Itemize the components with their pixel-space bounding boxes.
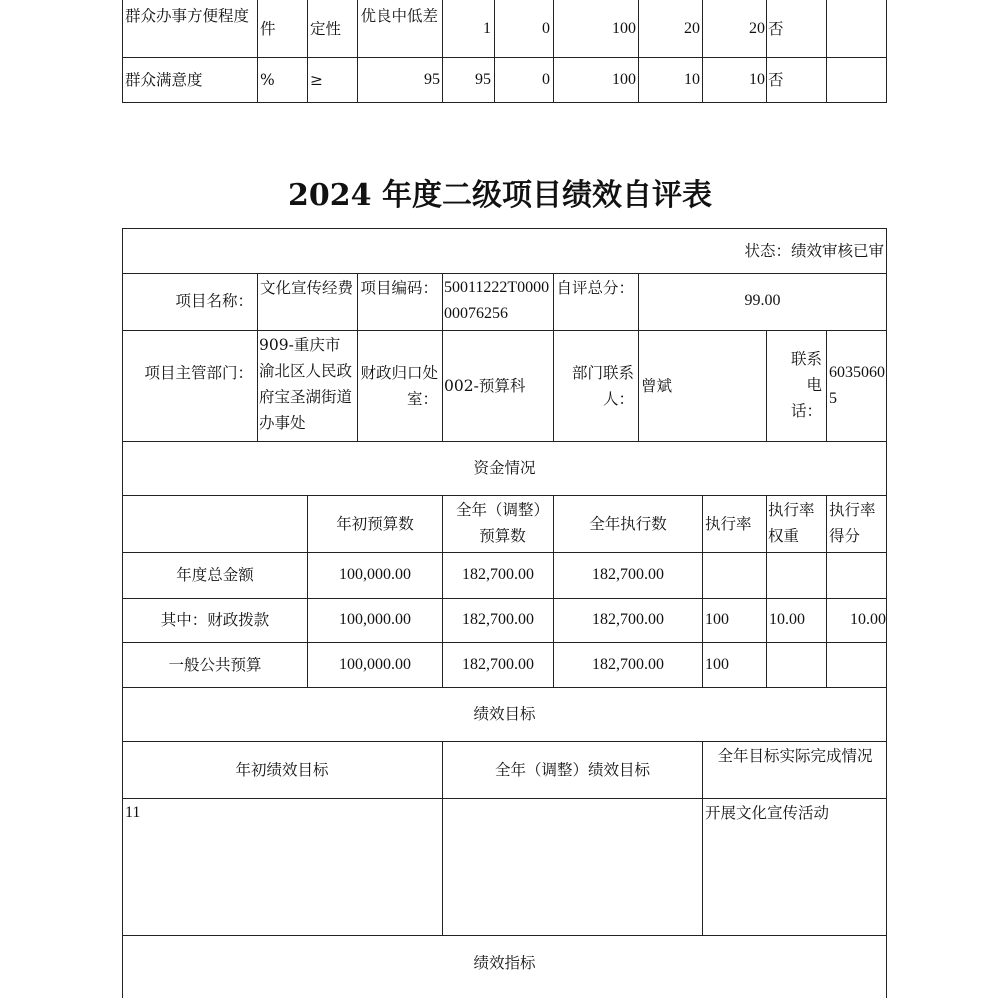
funds-row3-executed: 182,700.00: [592, 656, 664, 673]
funds-row2-rate: 100: [705, 611, 729, 628]
funds-row3-rate: 100: [705, 656, 729, 673]
goals-header-actual: 全年目标实际完成情况: [717, 747, 873, 765]
finance-label: 财政归口处室：: [360, 364, 438, 408]
top-row1-weight: 20: [684, 20, 700, 37]
funds-row1-adjusted: 182,700.00: [462, 566, 534, 583]
self-score-label: 自评总分：: [556, 279, 634, 297]
goals-initial-value: 11: [125, 804, 141, 821]
top-row2-unit: %: [260, 71, 275, 89]
top-row1-nature: 定性: [310, 20, 342, 38]
project-code-value: 50011222T000000076256: [444, 279, 550, 322]
funds-row2-initial: 100,000.00: [339, 611, 411, 628]
top-row2-weight: 10: [684, 71, 700, 88]
top-row1-deviation: 0: [542, 20, 550, 37]
top-row2-completion: 100: [612, 71, 636, 88]
funds-header-adjusted: 全年（调整）预算数: [455, 501, 549, 545]
funds-row3-label: 一般公共预算: [168, 656, 262, 674]
funds-row3-adjusted: 182,700.00: [462, 656, 534, 673]
funds-header-initial: 年初预算数: [336, 515, 414, 533]
funds-row2-executed: 182,700.00: [592, 611, 664, 628]
page-title: 2024 年度二级项目绩效自评表: [288, 178, 712, 213]
top-row1-flag: 否: [768, 20, 784, 38]
dept-value: 909-重庆市渝北区人民政府宝圣湖街道办事处: [259, 336, 353, 432]
top-row2-name: 群众满意度: [125, 71, 203, 89]
funds-row1-label: 年度总金额: [176, 566, 254, 584]
funds-header-weight: 执行率权重: [768, 501, 815, 545]
top-row1-completion: 100: [612, 20, 636, 37]
top-row2-nature: ≥: [310, 71, 323, 89]
dept-label: 项目主管部门：: [144, 364, 253, 382]
funds-row1-executed: 182,700.00: [592, 566, 664, 583]
project-name-value: 文化宣传经费: [260, 279, 354, 297]
phone-label: 联系电话：: [790, 350, 822, 420]
top-row2-actual: 95: [475, 71, 491, 88]
top-row2-score: 10: [749, 71, 765, 88]
self-score-value: 99.00: [744, 292, 781, 309]
funds-section-title: 资金情况: [473, 459, 536, 477]
funds-header-score: 执行率得分: [829, 501, 876, 545]
funds-row2-weight: 10.00: [769, 611, 805, 628]
top-row1-name: 群众办事方便程度: [125, 7, 250, 25]
funds-row2-label: 其中：财政拨款: [160, 611, 270, 629]
top-row2-target: 95: [424, 71, 440, 88]
phone-value: 60350605: [829, 364, 885, 407]
indicators-section-title: 绩效指标: [473, 954, 536, 972]
top-row2-deviation: 0: [542, 71, 550, 88]
top-row1-unit: 件: [260, 20, 276, 38]
contact-label: 部门联系人：: [571, 364, 634, 408]
top-row1-target: 优良中低差: [360, 7, 438, 25]
funds-header-rate: 执行率: [705, 515, 752, 533]
goals-section-title: 绩效目标: [473, 705, 536, 723]
funds-row2-adjusted: 182,700.00: [462, 611, 534, 628]
funds-row1-initial: 100,000.00: [339, 566, 411, 583]
top-row2-flag: 否: [768, 71, 784, 89]
project-name-label: 项目名称：: [175, 292, 253, 310]
contact-value: 曾斌: [641, 377, 673, 395]
status-text: 状态：绩效审核已审: [744, 242, 884, 260]
funds-row3-initial: 100,000.00: [339, 656, 411, 673]
top-row1-actual: 1: [483, 20, 491, 37]
finance-value: 002-预算科: [444, 377, 526, 395]
goals-header-adjusted: 全年（调整）绩效目标: [494, 761, 650, 779]
goals-actual-value: 开展文化宣传活动: [705, 804, 830, 822]
top-row1-score: 20: [749, 20, 765, 37]
funds-header-executed: 全年执行数: [589, 515, 667, 533]
goals-header-initial: 年初绩效目标: [235, 761, 329, 779]
project-code-label: 项目编码：: [360, 279, 438, 297]
funds-row2-score: 10.00: [850, 611, 886, 628]
